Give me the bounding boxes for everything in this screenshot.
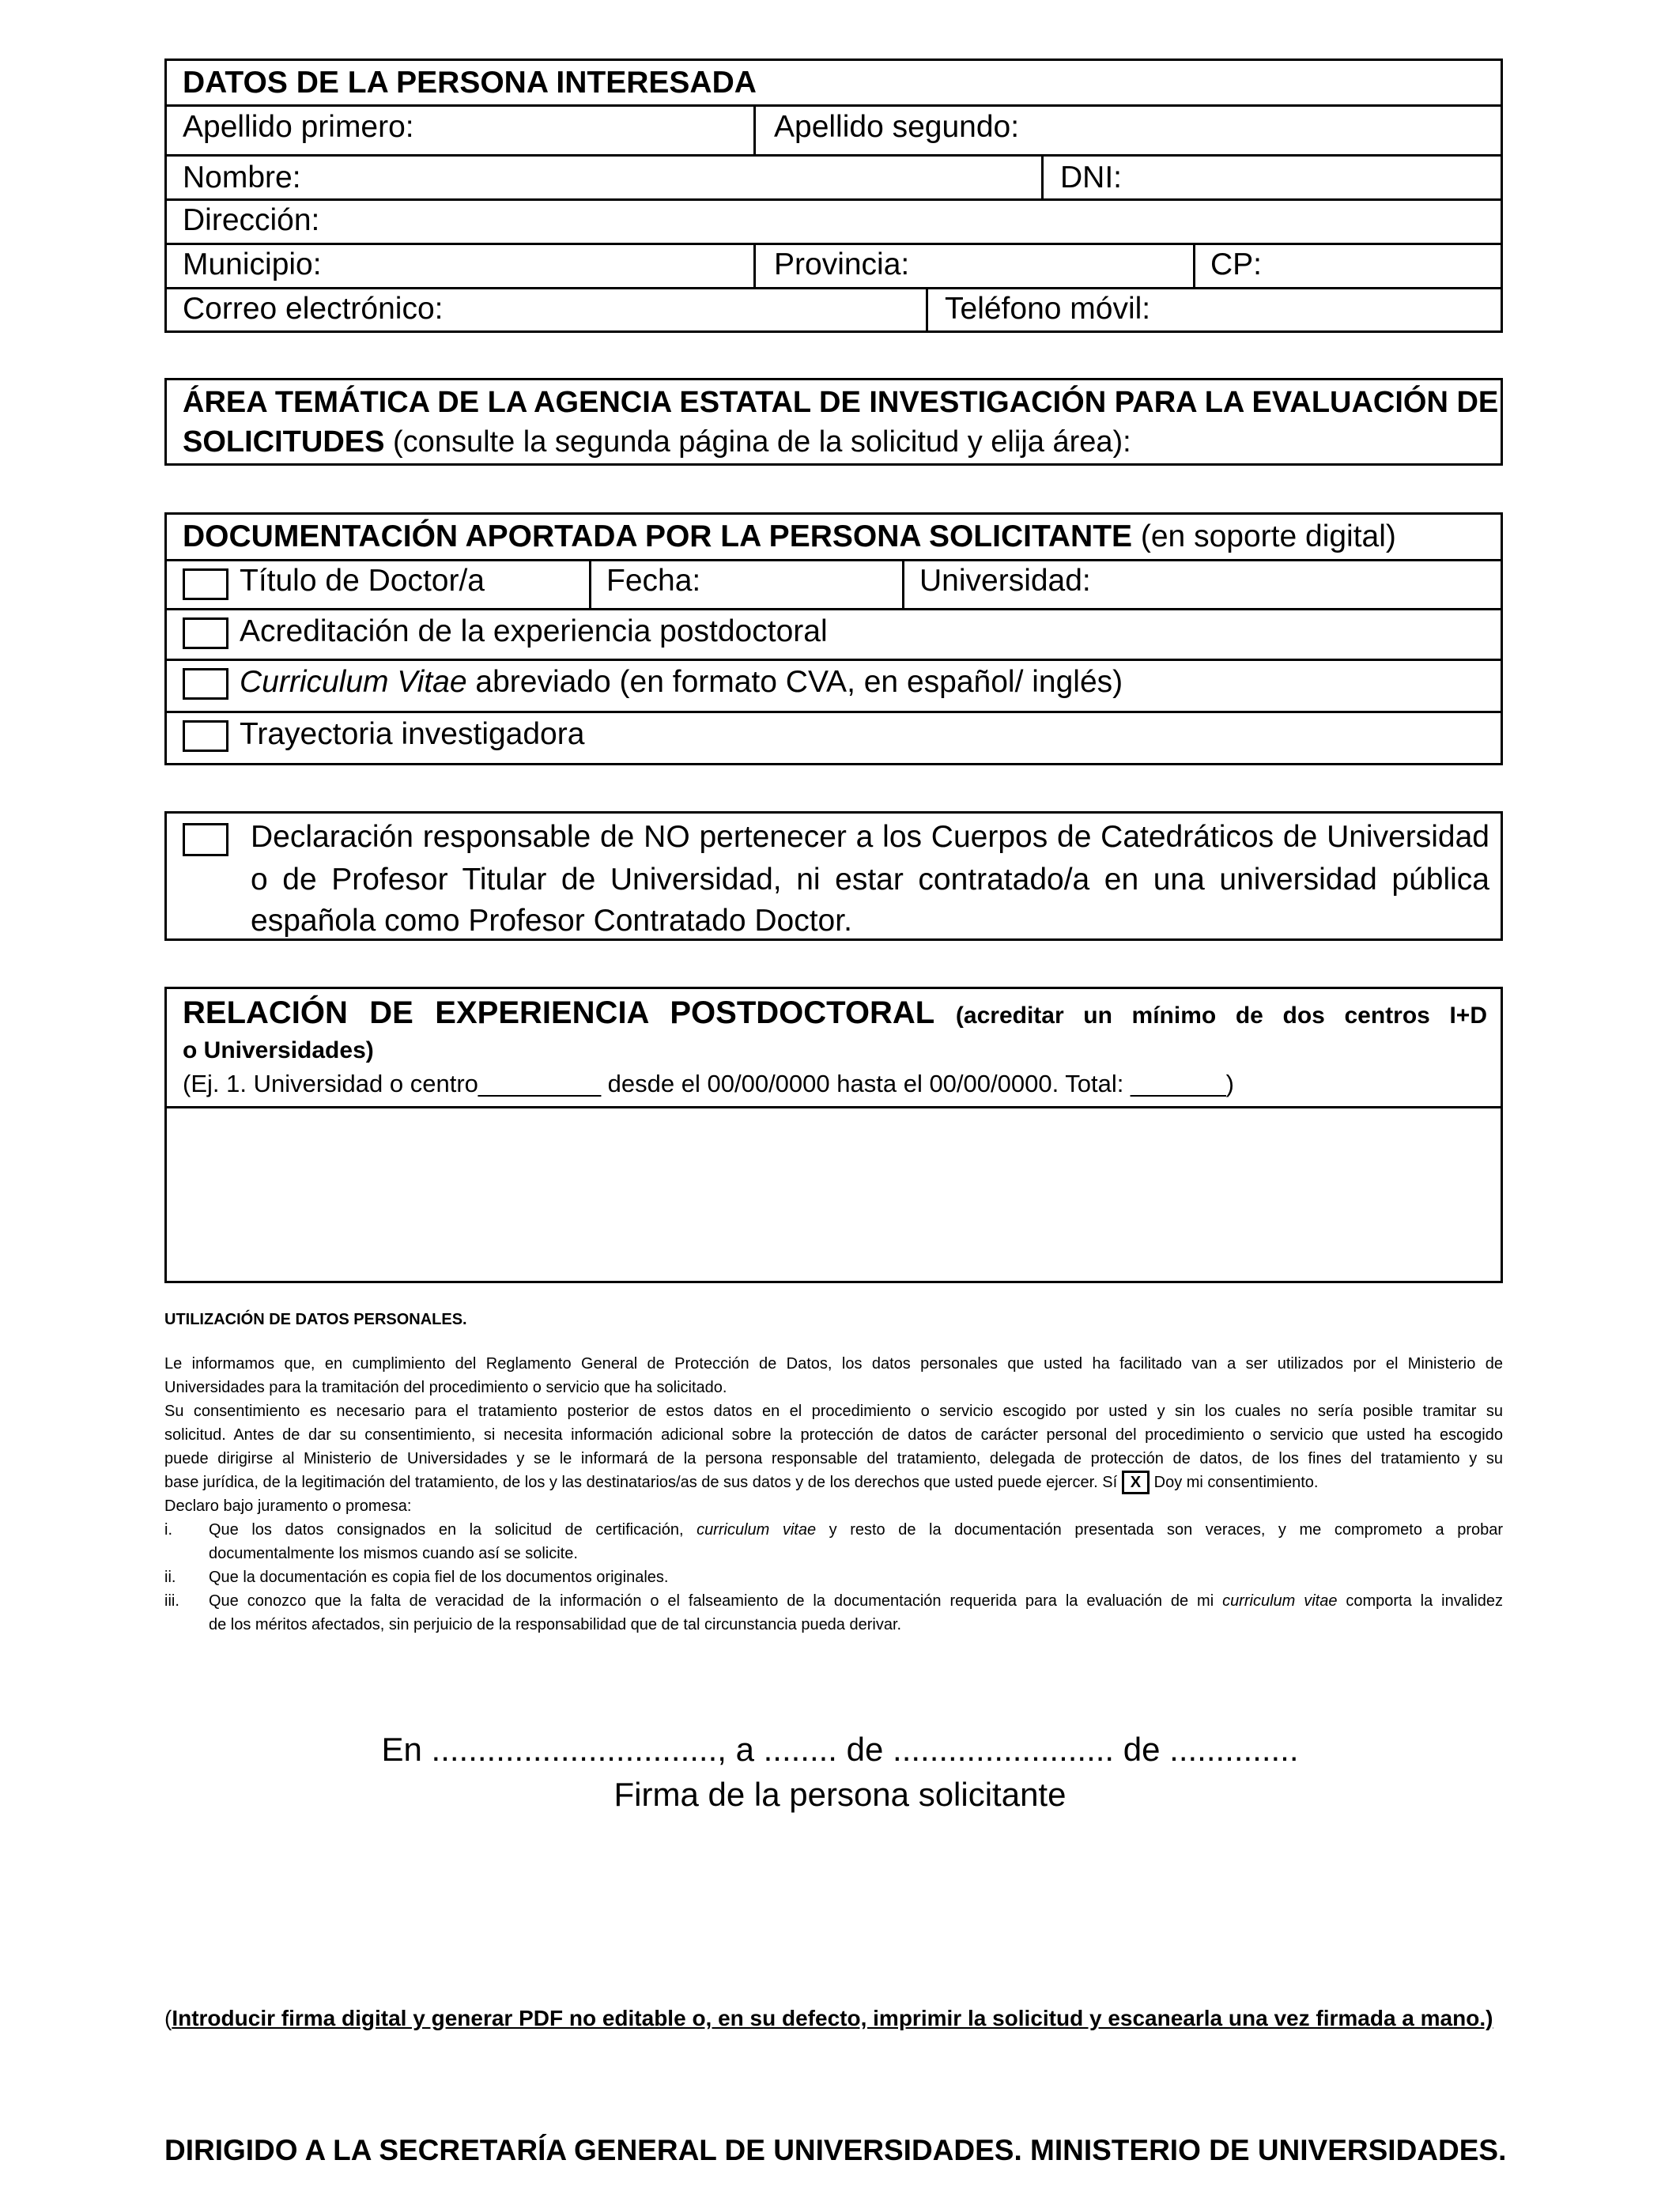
privacy-p2a: Su consentimiento es necesario para el tratamiento posterior de estos datos en el procedimiento o servicio escogido por usted y sin los cuales no sería posible tramitar su [164,1403,1503,1420]
cv-label: Curriculum Vitae abreviado (en formato CVA, en español/ inglés) [240,665,1123,699]
declaration-section [164,811,1503,941]
thematic-area-section[interactable] [164,378,1503,466]
oath-iii-line2: de los méritos afectados, sin perjuicio de la responsabilidad que de tal circunstancia pueda derivar. [209,1616,902,1633]
personal-data-section [164,59,1503,333]
personal-data-heading: DATOS DE LA PERSONA INTERESADA [183,66,757,100]
doctor-title-label: Título de Doctor/a [240,564,485,598]
accreditation-label: Acreditación de la experiencia postdoctoral [240,614,828,648]
documentation-heading: DOCUMENTACIÓN APORTADA POR LA PERSONA SOLICITANTE (en soporte digital) [183,519,1396,553]
addressed-to-footer: DIRIGIDO A LA SECRETARÍA GENERAL DE UNIVERSIDADES. MINISTERIO DE UNIVERSIDADES. [164,2134,1507,2166]
oath-ii-line: Que la documentación es copia fiel de los documentos originales. [209,1569,669,1586]
doctor-date-field[interactable]: Fecha: [606,564,701,598]
experience-heading-note: (acreditar un mínimo de dos centros I+D [955,1003,1487,1029]
consent-label: Doy mi consentimiento. [1153,1474,1319,1491]
privacy-p1a: Le informamos que, en cumplimiento del Reglamento General de Protección de Datos, los datos personales que usted ha facilitado van a ser utilizados por el Ministerio de [164,1355,1503,1373]
experience-heading-main: RELACIÓN DE EXPERIENCIA POSTDOCTORAL [183,995,934,1030]
oath-ii-number: ii. [164,1569,176,1586]
experience-example: (Ej. 1. Universidad o centro_________ desde el 00/00/0000 hasta el 00/00/0000. Total: _______) [183,1070,1234,1097]
privacy-title: UTILIZACIÓN DE DATOS PERSONALES. [164,1311,467,1328]
experience-entry-area[interactable] [167,1108,1501,1281]
privacy-p2c: puede dirigirse al Ministerio de Universidades y se le informará de la persona responsable del tratamiento, delegada de protección de datos, de los fines del tratamiento y su [164,1450,1503,1467]
dni-field[interactable]: DNI: [1060,160,1122,194]
surname1-field[interactable]: Apellido primero: [183,110,414,144]
cv-checkbox[interactable] [183,668,228,700]
doctor-title-checkbox[interactable] [183,568,228,600]
postdoc-experience-section [164,987,1503,1283]
trajectory-checkbox[interactable] [183,720,228,752]
privacy-p2b: solicitud. Antes de dar su consentimiento, si necesita información adicional sobre la protección de datos de carácter personal del procedimiento o servicio que usted ha escogido [164,1426,1503,1444]
consent-checkbox[interactable]: X [1122,1471,1150,1494]
oath-intro: Declaro bajo juramento o promesa: [164,1497,412,1515]
declaration-checkbox[interactable] [183,823,228,856]
oath-i-number: i. [164,1521,172,1539]
municipality-field[interactable]: Municipio: [183,247,322,281]
signature-label: Firma de la persona solicitante [613,1776,1067,1813]
email-field[interactable]: Correo electrónico: [183,292,444,326]
privacy-p2d: base jurídica, de la legitimación del tratamiento, de los y las destinatarios/as de sus datos y de los derechos que usted puede ejercer. Sí X Doy mi consentimiento. [164,1471,1319,1494]
declaration-line2: o de Profesor Titular de Universidad, ni estar contratado/a en una universidad pública [251,863,1489,897]
area-heading-line1: ÁREA TEMÁTICA DE LA AGENCIA ESTATAL DE INVESTIGACIÓN PARA LA EVALUACIÓN DE [183,386,1499,419]
oath-iii-number: iii. [164,1592,179,1610]
oath-i-line1: Que los datos consignados en la solicitud de certificación, curriculum vitae y resto de la documentación presentada son veraces, y me comprometo a probar [209,1521,1504,1539]
trajectory-label: Trayectoria investigadora [240,717,585,751]
accreditation-checkbox[interactable] [183,617,228,649]
address-field[interactable]: Dirección: [183,203,320,237]
oath-iii-line1: Que conozco que la falta de veracidad de la información o el falseamiento de la documentación requerida para la evaluación de mi curriculum vitae comporta la invalidez [209,1592,1503,1610]
declaration-line3: española como Profesor Contratado Doctor. [251,904,852,938]
doctor-university-field[interactable]: Universidad: [919,564,1091,598]
mobile-field[interactable]: Teléfono móvil: [945,292,1151,326]
experience-heading [183,992,1487,1037]
signature-place-date[interactable]: En ..............................., a ........ de ........................ de .............. [381,1731,1299,1768]
name-field[interactable]: Nombre: [183,160,301,194]
area-heading-line2: SOLICITUDES (consulte la segunda página de la solicitud y elija área): [183,425,1131,459]
experience-heading-note2: o Universidades) [183,1037,374,1063]
surname2-field[interactable]: Apellido segundo: [774,110,1020,144]
cp-field[interactable]: CP: [1210,247,1263,281]
documentation-section [164,512,1503,765]
signature-instructions: (Introducir firma digital y generar PDF no editable o, en su defecto, imprimir la solicitud y escanearla una vez firmada a mano.) [164,2006,1493,2030]
declaration-line1: Declaración responsable de NO pertenecer a los Cuerpos de Catedráticos de Universidad [251,820,1489,854]
oath-i-line2: documentalmente los mismos cuando así se solicite. [209,1545,578,1562]
privacy-p1b: Universidades para la tramitación del procedimiento o servicio que ha solicitado. [164,1379,727,1396]
province-field[interactable]: Provincia: [774,247,910,281]
